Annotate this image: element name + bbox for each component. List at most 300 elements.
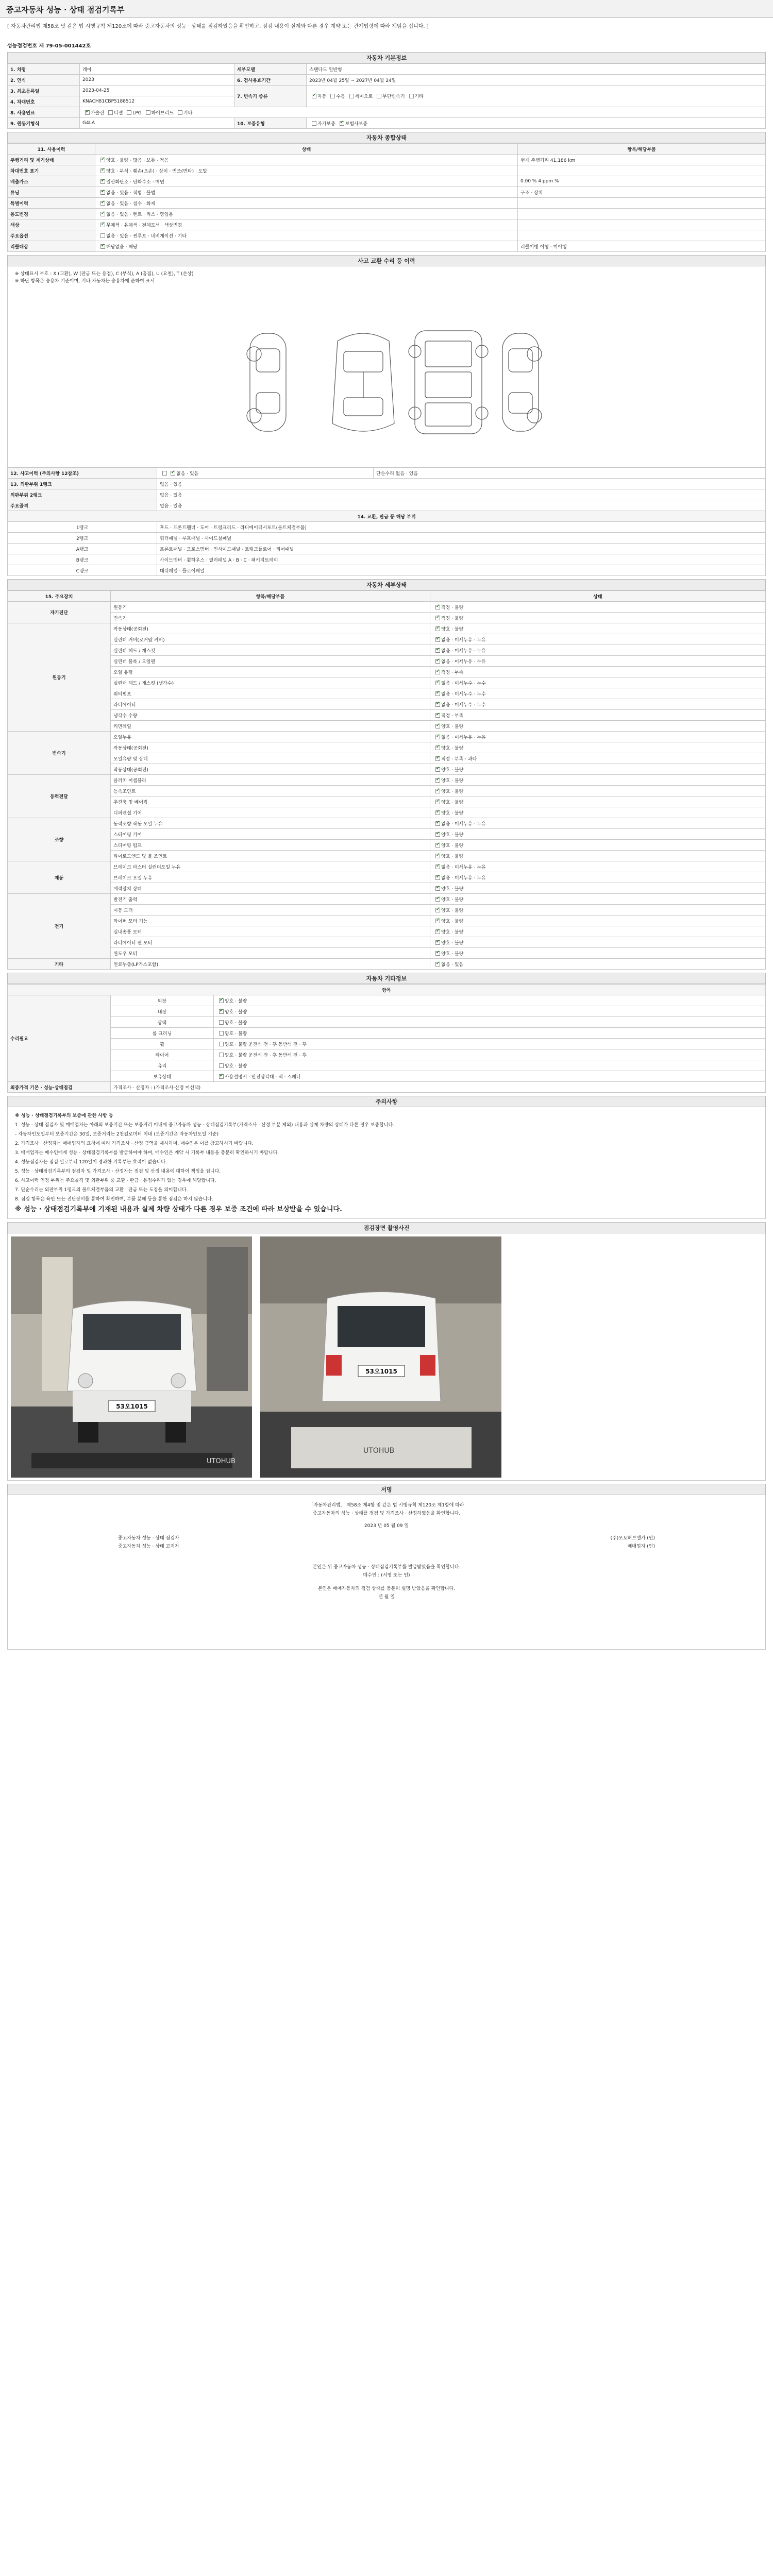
detail-status: [430, 699, 766, 710]
detail-status: [430, 645, 766, 656]
detail-item: 실린더 커버(로커암 커버): [111, 634, 430, 645]
checkbox[interactable]: [435, 940, 440, 945]
detail-status: [430, 861, 766, 872]
checkbox[interactable]: [435, 735, 440, 739]
overall-row-note: 0.00 % 4 ppm %: [518, 176, 766, 187]
transmission-options: [307, 86, 766, 107]
label-fuel: 8. 사용연료: [8, 107, 80, 118]
other-value-text: 양호 · 불량: [225, 1020, 247, 1026]
detail-status-text: 양호 · 불량: [441, 951, 464, 957]
detail-header-part: 항목/해당부품: [111, 591, 430, 602]
label-year: 2. 연식: [8, 75, 80, 86]
detail-status-text: 양호 · 불량: [441, 919, 464, 924]
other-value-text: 양호 · 불량: [225, 1009, 247, 1015]
detail-status-text: 양호 · 불량: [441, 832, 464, 838]
detail-status-text: 양호 · 불량: [441, 778, 464, 784]
photo-front-image: [11, 1236, 252, 1478]
option-insurance-warranty: 보험사보증: [345, 121, 368, 127]
overall-row-status-text: 양호 · 부식 · 훼손(오손) · 상이 · 변조(변타) · 도말: [106, 168, 208, 174]
signature-block: [7, 1495, 766, 1650]
detail-status-text: 적정 · 부족: [441, 713, 464, 719]
checkbox-self-warranty[interactable]: [312, 121, 316, 126]
detail-status-text: 양호 · 불량: [441, 745, 464, 751]
detail-item: 냉각수 수량: [111, 710, 430, 721]
detail-item: 연료누출(LP가스포함): [111, 959, 430, 970]
overall-header-part: 항목/해당부품: [518, 144, 766, 155]
section-detail: 자동차 세부상태: [7, 579, 766, 590]
option-fuel-other: 기타: [183, 110, 193, 116]
checkbox[interactable]: [435, 919, 440, 923]
checkbox[interactable]: [435, 648, 440, 653]
checkbox[interactable]: [435, 962, 440, 967]
checkbox[interactable]: [100, 244, 105, 249]
overall-row-note: [518, 219, 766, 230]
detail-status: [430, 634, 766, 645]
detail-row: [8, 656, 766, 667]
detail-status-text: 양호 · 불량: [441, 908, 464, 913]
label-model-detail: 세부모델: [234, 64, 307, 75]
value-model: 레이: [80, 64, 234, 75]
detail-row: [8, 818, 766, 829]
detail-status-text: 없음 · 미세누수 · 누수: [441, 702, 486, 708]
option-cvt: 무단변속기: [382, 94, 405, 99]
inspector-label: 중고자동차 성능 · 상태 점검자: [118, 1536, 179, 1541]
checkbox[interactable]: [435, 605, 440, 609]
detail-row: [8, 916, 766, 926]
detail-status-text: 적정 · 불량: [441, 605, 464, 611]
detail-item: 오일유량 및 상태: [111, 753, 430, 764]
overall-row-status-text: 일산화탄소 · 탄화수소 · 매연: [106, 179, 164, 185]
detail-item: 와이퍼 모터 기능: [111, 916, 430, 926]
seller-value: 매매업자 (인): [627, 1544, 655, 1549]
detail-status-text: 없음 · 미세누수 · 누수: [441, 681, 486, 686]
checkbox[interactable]: [435, 756, 440, 761]
detail-status: [430, 872, 766, 883]
detail-row: [8, 948, 766, 959]
other-table: [7, 984, 766, 1093]
checkbox[interactable]: [100, 168, 105, 173]
detail-item: 작동상태(공회전): [111, 742, 430, 753]
detail-row: [8, 883, 766, 894]
checkbox-cvt[interactable]: [377, 94, 381, 98]
checkbox-diesel[interactable]: [108, 110, 113, 115]
detail-row: [8, 905, 766, 916]
overall-row-note: 현재 주행거리 41,186 km: [518, 155, 766, 165]
other-value-text: 양호 · 불량: [225, 1031, 247, 1037]
caution-line: 5. 성능 · 상태점검기록부의 점검자 및 가격조사 · 산정자는 점검 및 산정 내용에 대하여 책임을 집니다.: [15, 1169, 221, 1174]
photo-front: [11, 1236, 252, 1478]
option-lpg: LPG: [132, 110, 142, 116]
detail-header-device: 15. 주요장치: [8, 591, 111, 602]
checkbox-manual[interactable]: [330, 94, 335, 98]
exterior-rank1-value: 없음 · 있음: [157, 479, 766, 489]
checkbox[interactable]: [171, 471, 175, 476]
detail-group-label: 제동: [8, 861, 111, 894]
detail-table: [7, 590, 766, 970]
detail-status: [430, 786, 766, 796]
checkbox[interactable]: [435, 886, 440, 891]
parts-items: 쿼터패널 · 루프패널 · 사이드실패널: [157, 533, 766, 544]
checkbox[interactable]: [435, 659, 440, 664]
detail-row: [8, 861, 766, 872]
checkbox[interactable]: [435, 789, 440, 793]
other-value-text: 양호 · 불량 운전석 전 · 후 동반석 전 · 후: [225, 1042, 307, 1047]
legend-line-1: ※ 상태표시 부호 : X (교환), W (판금 또는 용접), C (부식), A (흠집), U (요철), T (손상): [15, 272, 194, 277]
checkbox[interactable]: [435, 875, 440, 880]
checkbox-fuel-other[interactable]: [178, 110, 182, 115]
detail-row: [8, 807, 766, 818]
detail-status: [430, 775, 766, 786]
parts-items: 후드 · 프론트휀더 · 도어 · 트렁크리드 · 라디에이터서포트(볼트체결부품): [157, 522, 766, 533]
detail-item: 실내송풍 모터: [111, 926, 430, 937]
label-warranty: 10. 보증유형: [234, 118, 307, 129]
other-item: 휠: [111, 1039, 214, 1049]
overall-row-note: [518, 230, 766, 241]
detail-status: [430, 818, 766, 829]
detail-row: [8, 721, 766, 732]
checkbox-auto[interactable]: [312, 94, 316, 98]
detail-status: [430, 937, 766, 948]
overall-header-status: 상태: [95, 144, 518, 155]
checkbox[interactable]: [435, 810, 440, 815]
other-value-text: 양호 · 불량 운전석 전 · 후 동반석 전 · 후: [225, 1053, 307, 1058]
detail-row: [8, 786, 766, 796]
detail-row: [8, 840, 766, 851]
detail-item: 클러치 어셈블리: [111, 775, 430, 786]
detail-row: [8, 688, 766, 699]
detail-group-label: 변속기: [8, 732, 111, 775]
overall-row-status-text: 무채색 · 유채색 · 전체도색 · 색상변경: [106, 223, 182, 228]
checkbox[interactable]: [100, 158, 105, 162]
caution-line: 4. 성능점검자는 점검 일로부터 120일이 경과한 기록부는 효력이 없습니다.: [15, 1160, 167, 1165]
checkbox-hybrid[interactable]: [146, 110, 150, 115]
checkbox[interactable]: [435, 897, 440, 902]
checkbox[interactable]: [100, 223, 105, 227]
overall-row-label: 튜닝: [8, 187, 95, 198]
other-value: [214, 1049, 766, 1060]
other-value: [214, 1071, 766, 1082]
detail-row: [8, 796, 766, 807]
other-value-text: 양호 · 불량: [225, 1063, 247, 1069]
detail-status: [430, 753, 766, 764]
detail-status-text: 양호 · 불량: [441, 810, 464, 816]
other-value: [214, 1006, 766, 1017]
checkbox[interactable]: [435, 908, 440, 912]
accident-table: [7, 467, 766, 576]
detail-item: 브레이크 오일 누유: [111, 872, 430, 883]
detail-row: [8, 667, 766, 677]
overall-row-label: 주요옵션: [8, 230, 95, 241]
option-auto: 자동: [317, 94, 327, 99]
accident-history-text: 없음 · 있음: [176, 471, 199, 477]
simple-repair: 단순수리 없음 · 있음: [374, 468, 766, 479]
overall-header-item: 11. 사용이력: [8, 144, 95, 155]
detail-status: [430, 667, 766, 677]
detail-item: 실린더 블록 / 오일팬: [111, 656, 430, 667]
detail-item: 스티어링 기어: [111, 829, 430, 840]
signature-date: 2023 년 05 월 09 일: [364, 1523, 409, 1529]
detail-status-text: 양호 · 불량: [441, 767, 464, 773]
parts-rank: B랭크: [8, 554, 157, 565]
seller-label: 중고자동차 성능 · 상태 고지자: [118, 1544, 179, 1549]
detail-item: 오일 유량: [111, 667, 430, 677]
detail-item: 시동 모터: [111, 905, 430, 916]
checkbox[interactable]: [435, 681, 440, 685]
detail-group-label: 원동기: [8, 623, 111, 732]
detail-status-text: 양호 · 불량: [441, 929, 464, 935]
overall-row-status: [95, 230, 518, 241]
warranty-options: [307, 118, 766, 129]
photo-front-plate: 53오1015: [116, 1403, 148, 1410]
overall-row-status-text: 없음 · 있음 · 렌트 · 리스 · 영업용: [106, 212, 173, 217]
checkbox[interactable]: [219, 1074, 224, 1079]
detail-item: 실린더 헤드 / 개스킷 (냉각수): [111, 677, 430, 688]
overall-row-status: [95, 187, 518, 198]
detail-status: [430, 688, 766, 699]
detail-status-text: 양호 · 불량: [441, 897, 464, 903]
value-vin: KNACH81CBP5188512: [80, 96, 234, 107]
detail-row: [8, 613, 766, 623]
parts-rank: C랭크: [8, 565, 157, 576]
checkbox[interactable]: [435, 637, 440, 642]
checkbox[interactable]: [219, 1042, 224, 1046]
detail-item: 커먼레일: [111, 721, 430, 732]
parts-items: 프론트패널 · 크로스멤버 · 인사이드패널 · 트렁크플로어 · 리어패널: [157, 544, 766, 554]
label-first-reg: 3. 최초등록일: [8, 86, 80, 96]
checkbox[interactable]: [100, 201, 105, 206]
checkbox[interactable]: [435, 724, 440, 728]
overall-row-status: [95, 198, 518, 209]
checkbox[interactable]: [435, 713, 440, 718]
detail-item: 추진축 및 베어링: [111, 796, 430, 807]
detail-item: 원동기: [111, 602, 430, 613]
detail-status: [430, 732, 766, 742]
fuel-options: [80, 107, 766, 118]
detail-row: [8, 829, 766, 840]
overall-row-status: [95, 219, 518, 230]
label-model: 1. 차명: [8, 64, 80, 75]
detail-status: [430, 623, 766, 634]
overall-row-status-text: 양호 · 불량 · 많음 · 보통 · 적음: [106, 158, 169, 163]
checkbox-gasoline[interactable]: [85, 110, 90, 115]
value-year: 2023: [80, 75, 234, 86]
checkbox[interactable]: [435, 821, 440, 826]
other-item: 타이어: [111, 1049, 214, 1060]
detail-item: 발전기 출력: [111, 894, 430, 905]
main-frame-value: 없음 · 있음: [157, 500, 766, 511]
detail-status: [430, 851, 766, 861]
checkbox[interactable]: [219, 1031, 224, 1036]
parts-items: 대쉬패널 · 플로어패널: [157, 565, 766, 576]
detail-status-text: 양호 · 불량: [441, 843, 464, 849]
detail-status: [430, 710, 766, 721]
detail-header-status: 상태: [430, 591, 766, 602]
signature-line-2: 중고자동차의 성능 · 상태를 점검 및 가격조사 · 산정하였음을 확인합니다.: [312, 1511, 461, 1516]
detail-group-label: 전기: [8, 894, 111, 959]
cautions-final: ※ 성능 · 상태점검기록부에 기재된 내용과 실제 차량 상태가 다른 경우 보증 조건에 따라 보상받을 수 있습니다.: [15, 1206, 342, 1213]
checkbox[interactable]: [435, 832, 440, 837]
basic-table: [7, 63, 766, 129]
other-item: 보유상태: [111, 1071, 214, 1082]
checkbox[interactable]: [219, 1020, 224, 1025]
label-transmission: 7. 변속기 종류: [234, 86, 307, 107]
overall-row-note: 구조 · 장치: [518, 187, 766, 198]
detail-status: [430, 883, 766, 894]
detail-status: [430, 894, 766, 905]
overall-row-status: [95, 176, 518, 187]
section-overall: 자동차 종합상태: [7, 132, 766, 143]
detail-status-text: 양호 · 불량: [441, 940, 464, 946]
section-signature: 서명: [7, 1484, 766, 1495]
overall-row-status-text: 없음 · 있음 · 침수 · 화재: [106, 201, 156, 207]
checkbox[interactable]: [435, 843, 440, 848]
checkbox[interactable]: [435, 800, 440, 804]
notice-text: [ 자동차관리법 제58조 및 같은 법 시행규칙 제120조에 따라 중고자동차의 성능 · 상태를 점검하였음을 확인하고, 점검 내용이 실제와 다른 경우 계약 또는 관계법령에 따라 책임을 집니다. ]: [7, 24, 429, 29]
detail-status: [430, 807, 766, 818]
checkbox[interactable]: [435, 670, 440, 674]
checkbox[interactable]: [435, 616, 440, 620]
section-basic: 자동차 기본정보: [7, 52, 766, 63]
detail-status: [430, 959, 766, 970]
receive-line-1: 본인은 위 중고자동차 성능 · 상태점검기록부를 발급받았음을 확인합니다.: [312, 1565, 461, 1570]
fee-value: 가격조사 · 산정자 : (가격조사·산정 미선택): [111, 1082, 766, 1093]
checkbox[interactable]: [219, 1009, 224, 1014]
value-engine: G4LA: [80, 118, 234, 129]
detail-status: [430, 602, 766, 613]
overall-row-note: 리콜이행 이행 · 미이행: [518, 241, 766, 252]
overall-row-note: [518, 165, 766, 176]
exterior-rank1-label: 13. 외판부위 1랭크: [8, 479, 157, 489]
caution-line: 7. 단순수리는 외판부위 1랭크의 볼트체결부품의 교환 · 판금 또는 도장을 의미합니다.: [15, 1188, 188, 1193]
other-value: [214, 1028, 766, 1039]
checkbox[interactable]: [435, 702, 440, 707]
checkbox[interactable]: [435, 691, 440, 696]
checkbox[interactable]: [435, 745, 440, 750]
signature-line-1: 「자동차관리법」 제58조 제4항 및 같은 법 시행규칙 제120조 제1항에 따라: [309, 1503, 464, 1508]
detail-group-label: 기타: [8, 959, 111, 970]
main-frame-label: 주요골격: [8, 500, 157, 511]
checkbox-insurance-warranty[interactable]: [340, 121, 344, 126]
value-inspection-period: 2023년 04월 25일 ~ 2027년 04월 24일: [307, 75, 766, 86]
photo-front-brand: UTOHUB: [207, 1458, 236, 1465]
checkbox[interactable]: [435, 767, 440, 772]
exterior-rank2-label: 외판부위 2랭크: [8, 489, 157, 500]
receive-line-3: 본인은 매매자동차의 점검 상태를 충분히 설명 받았음을 확인합니다.: [317, 1586, 456, 1591]
detail-status: [430, 840, 766, 851]
overall-row-label: 색상: [8, 219, 95, 230]
option-manual: 수동: [336, 94, 345, 99]
detail-status: [430, 742, 766, 753]
option-gasoline: 가솔린: [91, 110, 105, 116]
option-semi: 세미오토: [355, 94, 373, 99]
overall-row-note: [518, 198, 766, 209]
detail-row: [8, 926, 766, 937]
checkbox[interactable]: [435, 929, 440, 934]
detail-status: [430, 613, 766, 623]
detail-status-text: 없음 · 미세누수 · 누수: [441, 691, 486, 697]
section-photos: 점검장면 촬영사진: [7, 1222, 766, 1233]
detail-status: [430, 916, 766, 926]
checkbox[interactable]: [219, 998, 224, 1003]
accident-history-label: 12. 사고이력 (주의사항 12참조): [8, 468, 157, 479]
checkbox[interactable]: [435, 951, 440, 956]
other-value: [214, 1039, 766, 1049]
detail-status: [430, 948, 766, 959]
detail-item: 변속기: [111, 613, 430, 623]
photo-rear-image: [260, 1236, 501, 1478]
detail-row: [8, 732, 766, 742]
checkbox-trans-other[interactable]: [409, 94, 414, 98]
checkbox[interactable]: [219, 1053, 224, 1057]
parts-rank: 1랭크: [8, 522, 157, 533]
overall-row-status-text: 해당없음 · 해당: [106, 244, 138, 250]
value-model-detail: 스탠다드 일반형: [307, 64, 766, 75]
detail-status-text: 양호 · 불량: [441, 854, 464, 859]
detail-status: [430, 656, 766, 667]
detail-status-text: 양호 · 불량: [441, 626, 464, 632]
detail-row: [8, 851, 766, 861]
detail-group-label: 조향: [8, 818, 111, 861]
label-vin: 4. 차대번호: [8, 96, 80, 107]
overall-row-status: [95, 165, 518, 176]
detail-item: 실린더 헤드 / 개스킷: [111, 645, 430, 656]
checkbox[interactable]: [100, 179, 105, 184]
legend-line-2: ※ 하단 항목은 승용차 기준이며, 기타 자동차는 승용차에 준하여 표시: [15, 279, 155, 284]
checkbox-lpg[interactable]: [127, 110, 131, 115]
detail-status: [430, 905, 766, 916]
checkbox[interactable]: [435, 626, 440, 631]
overall-row-note: [518, 209, 766, 219]
checkbox[interactable]: [435, 778, 440, 783]
section-cautions: 주의사항: [7, 1096, 766, 1107]
photos-panel: [7, 1233, 766, 1481]
caution-line: 8. 점검 항목은 육안 또는 진단장비를 통하여 확인하며, 부품 분해 등을 통한 점검은 하지 않습니다.: [15, 1197, 213, 1202]
checkbox[interactable]: [100, 233, 105, 238]
car-underbody-icon: [409, 331, 488, 434]
label-engine: 9. 원동기형식: [8, 118, 80, 129]
cautions-heading: ※ 성능 · 상태점검기록부의 보증에 관한 사항 등: [15, 1113, 113, 1118]
checkbox[interactable]: [100, 212, 105, 216]
detail-item: 동력조향 작동 오일 누유: [111, 818, 430, 829]
detail-row: [8, 937, 766, 948]
checkbox[interactable]: [100, 190, 105, 195]
detail-status: [430, 764, 766, 775]
detail-row: [8, 602, 766, 613]
detail-item: 작동상태(공회전): [111, 764, 430, 775]
checkbox-semi[interactable]: [349, 94, 354, 98]
other-header: 항목: [8, 985, 766, 995]
overall-row-label: 차대번호 표기: [8, 165, 95, 176]
checkbox[interactable]: [435, 865, 440, 869]
detail-row: [8, 677, 766, 688]
detail-status-text: 적정 · 불량: [441, 616, 464, 621]
checkbox[interactable]: [219, 1063, 224, 1068]
detail-item: 타이로드엔드 및 볼 조인트: [111, 851, 430, 861]
detail-row: [8, 753, 766, 764]
detail-row: [8, 872, 766, 883]
detail-row: [8, 742, 766, 753]
detail-status: [430, 926, 766, 937]
checkbox[interactable]: [162, 471, 167, 476]
checkbox[interactable]: [435, 854, 440, 858]
detail-item: 오일누유: [111, 732, 430, 742]
detail-item: 윈도우 모터: [111, 948, 430, 959]
other-item: 광택: [111, 1017, 214, 1028]
other-value-text: 양호 · 불량: [225, 998, 247, 1004]
exterior-rank2-value: 없음 · 있음: [157, 489, 766, 500]
cautions-block: [7, 1107, 766, 1219]
fee-label: 최종가격 기본 · 성능·상태점검: [8, 1082, 111, 1093]
